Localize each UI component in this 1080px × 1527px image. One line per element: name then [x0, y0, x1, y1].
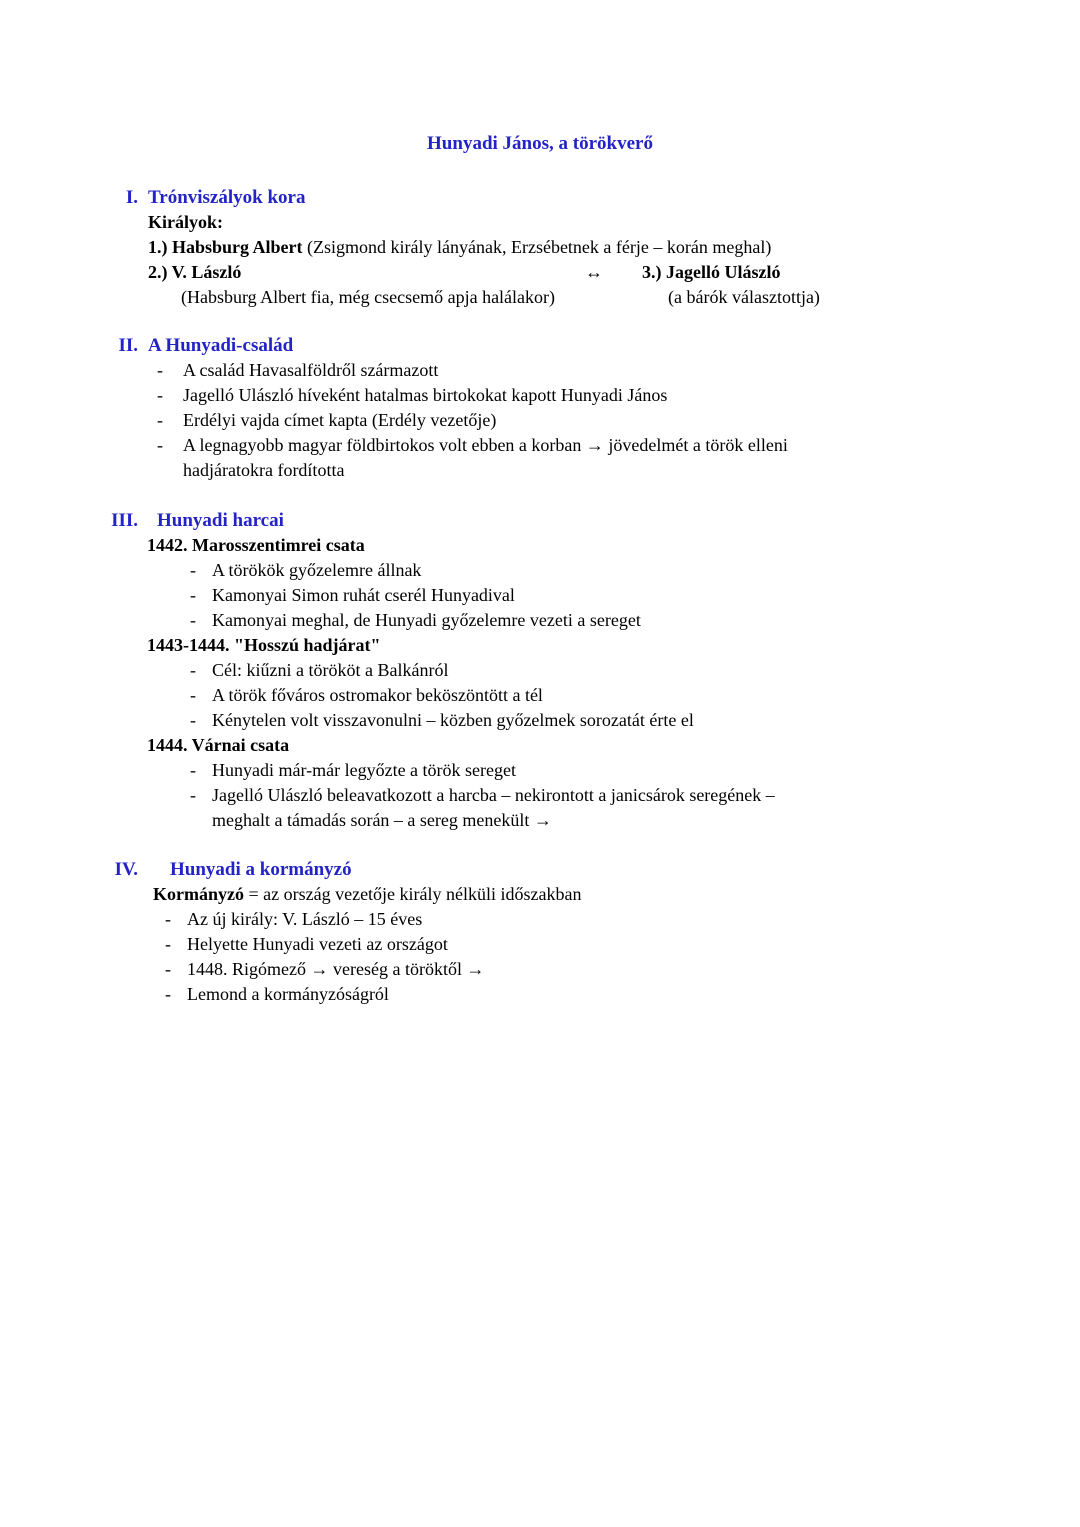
- section-heading: [0, 185, 1080, 210]
- dash-bullet: -: [157, 410, 163, 430]
- battle-heading: 1443-1444. "Hosszú hadjárat": [147, 635, 381, 655]
- dash-bullet: -: [190, 685, 196, 705]
- section-hunyadi-kormanyzo: [0, 857, 1080, 1007]
- list-item: [157, 358, 1080, 383]
- battle-heading: 1442. Marosszentimrei csata: [147, 535, 365, 555]
- list-item-line: Kamonyai meghal, de Hunyadi győzelemre vezeti a sereget: [212, 610, 641, 630]
- list-item: [165, 957, 1080, 982]
- dash-bullet: -: [165, 909, 171, 929]
- dash-bullet: -: [190, 560, 196, 580]
- bidirectional-arrow: ↔: [585, 262, 603, 282]
- list-item: [165, 982, 1080, 1007]
- section-heading: [0, 333, 1080, 358]
- list-item: [190, 783, 1080, 833]
- list-item-line: 1448. Rigómező → vereség a töröktől →: [187, 959, 485, 979]
- list-item: [165, 932, 1080, 957]
- dash-bullet: -: [165, 984, 171, 1004]
- list-item: [190, 583, 1080, 608]
- section-heading: [0, 508, 1080, 533]
- definition-term: Kormányzó: [153, 884, 244, 904]
- section-numeral: II.: [118, 335, 138, 356]
- list-item-line: hadjáratokra fordította: [183, 460, 345, 480]
- list-item-line: Helyette Hunyadi vezeti az országot: [187, 934, 448, 954]
- king3-name: 3.) Jagelló Ulászló: [642, 262, 781, 282]
- document-title: Hunyadi János, a törökverő: [427, 133, 653, 154]
- section-title: Trónviszályok kora: [148, 187, 306, 208]
- section-title: A Hunyadi-család: [148, 335, 294, 356]
- list-item-text: [183, 358, 438, 383]
- list-item-text: [183, 383, 667, 408]
- section-hunyadi-csalad: [0, 333, 1080, 483]
- kings-row: [148, 260, 1080, 285]
- dash-bullet: -: [190, 660, 196, 680]
- section-numeral: I.: [125, 187, 138, 208]
- list-item-line: meghalt a támadás során – a sereg menekült →: [212, 810, 552, 830]
- list-item-text: [212, 683, 543, 708]
- list-item-text: [212, 758, 516, 783]
- list-item: [157, 408, 1080, 433]
- list-item-text: [212, 658, 448, 683]
- list-item-text: [212, 783, 775, 833]
- list-item: [157, 383, 1080, 408]
- list-item-line: Kamonyai Simon ruhát cserél Hunyadival: [212, 585, 515, 605]
- list-item-text: [187, 932, 448, 957]
- section-hunyadi-harcai: [0, 508, 1080, 833]
- battle-heading: 1444. Várnai csata: [147, 735, 290, 755]
- list-item-line: A család Havasalföldről származott: [183, 360, 439, 380]
- list-item-line: A törökök győzelemre állnak: [212, 560, 422, 580]
- list-item-text: [183, 408, 496, 433]
- kings-label: Királyok:: [148, 212, 223, 232]
- list-item: [190, 708, 1080, 733]
- section-title: Hunyadi a kormányzó: [170, 859, 352, 880]
- list-item-line: A legnagyobb magyar földbirtokos volt ebben a korban → jövedelmét a török elleni: [183, 435, 788, 455]
- list-item-line: A török főváros ostromakor beköszöntött a tél: [212, 685, 543, 705]
- section-title: Hunyadi harcai: [157, 510, 284, 531]
- dash-bullet: -: [157, 360, 163, 380]
- definition-text: = az ország vezetője király nélküli időszakban: [243, 884, 582, 904]
- dash-bullet: -: [157, 385, 163, 405]
- dash-bullet: -: [165, 934, 171, 954]
- list-item: [157, 433, 1080, 483]
- list-item-text: [187, 982, 389, 1007]
- dash-bullet: -: [190, 785, 196, 805]
- definition-line: [153, 882, 1080, 907]
- list-item-line: Az új király: V. László – 15 éves: [187, 909, 423, 929]
- list-item: [190, 683, 1080, 708]
- kings-notes-row: [148, 285, 1080, 310]
- list-item-line: Jagelló Ulászló híveként hatalmas birtokokat kapott Hunyadi János: [183, 385, 668, 405]
- list-item: [165, 907, 1080, 932]
- dash-bullet: -: [190, 760, 196, 780]
- section-numeral: III.: [111, 510, 138, 531]
- king1-line: [148, 235, 1080, 260]
- list-item-line: Kénytelen volt visszavonulni – közben győzelmek sorozatát érte el: [212, 710, 694, 730]
- dash-bullet: -: [165, 959, 171, 979]
- list-item: [190, 758, 1080, 783]
- list-item-text: [187, 907, 422, 932]
- list-item-text: [212, 583, 515, 608]
- section-numeral: IV.: [114, 859, 138, 880]
- list-item: [190, 558, 1080, 583]
- list-item-line: Erdélyi vajda címet kapta (Erdély vezetője): [183, 410, 497, 430]
- list-item: [190, 608, 1080, 633]
- list-item-text: [212, 608, 641, 633]
- list-item-text: [183, 433, 788, 483]
- list-item-text: [212, 558, 421, 583]
- dash-bullet: -: [157, 435, 163, 455]
- list-item-line: Hunyadi már-már legyőzte a török sereget: [212, 760, 517, 780]
- list-item-text: [212, 708, 694, 733]
- list-item-text: [187, 957, 484, 982]
- king2-note: (Habsburg Albert fia, még csecsemő apja halálakor): [181, 287, 556, 307]
- king1-note: (Zsigmond király lányának, Erzsébetnek a férje – korán meghal): [302, 237, 772, 257]
- king1-name: 1.) Habsburg Albert: [148, 237, 303, 257]
- section-heading: [0, 857, 1080, 882]
- dash-bullet: -: [190, 610, 196, 630]
- section-thronviszalyok: [0, 185, 1080, 310]
- king2-name: 2.) V. László: [148, 262, 242, 282]
- list-item-line: Cél: kiűzni a törököt a Balkánról: [212, 660, 449, 680]
- list-item-line: Lemond a kormányzóságról: [187, 984, 389, 1004]
- dash-bullet: -: [190, 585, 196, 605]
- list-item-line: Jagelló Ulászló beleavatkozott a harcba – nekirontott a janicsárok seregének –: [212, 785, 775, 805]
- list-item: [190, 658, 1080, 683]
- king3-note: (a bárók választottja): [668, 287, 820, 307]
- dash-bullet: -: [190, 710, 196, 730]
